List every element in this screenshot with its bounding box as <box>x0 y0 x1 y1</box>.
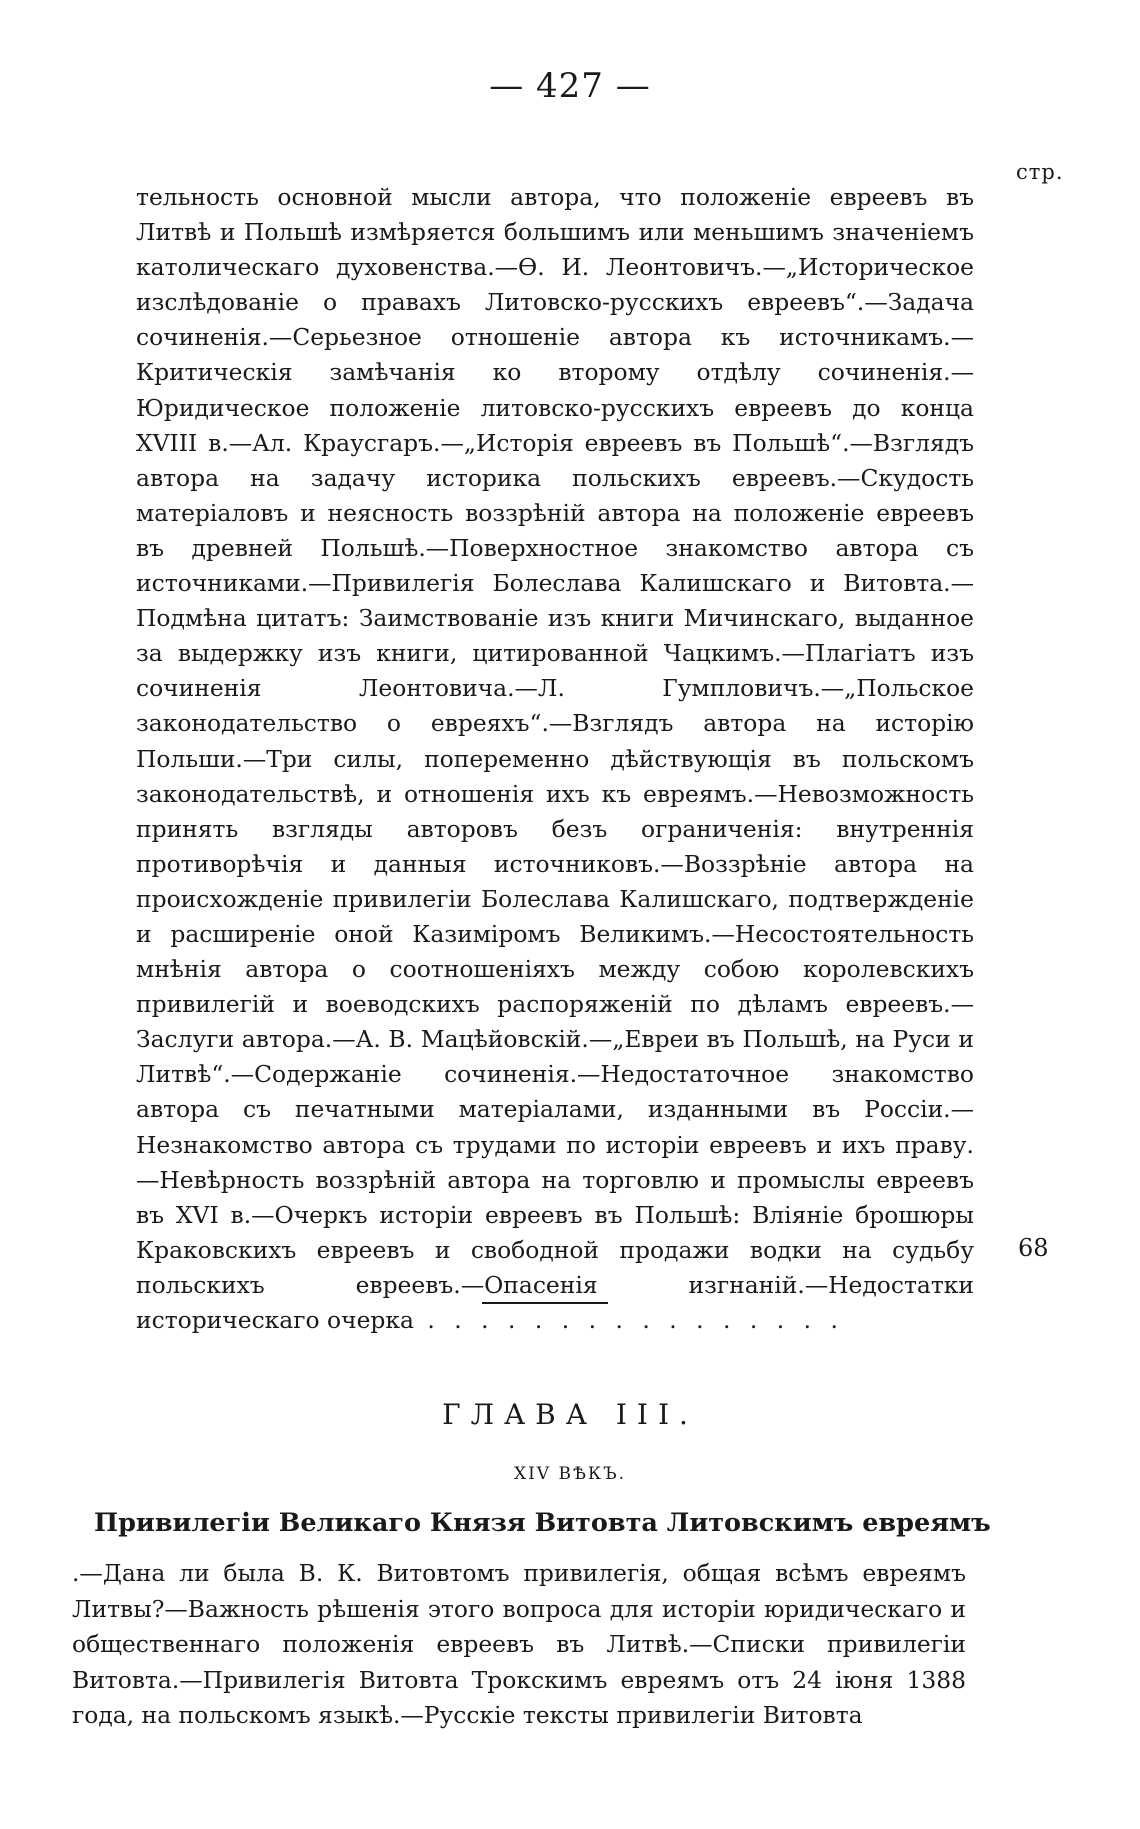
section-divider <box>482 1302 608 1304</box>
chapter-title: ГЛАВА III. <box>442 1398 698 1431</box>
toc-dot-leader: . . . . . . . . . . . . . . . . <box>413 1306 844 1334</box>
chapter-summary: .—Дана ли была В. К. Витовтомъ привилегія, общая всѣмъ евреямъ Литвы?—Важность рѣшенія этого вопроса для исторіи юридическаго и общественнаго положенія евреевъ въ Литвѣ.—Списки привилегіи Витовта.—Привилегія Витовта Трокскимъ евреямъ отъ 24 іюня 1388 года, на польскомъ языкѣ.—Русскіе тексты привилегіи Витовта <box>72 1559 966 1729</box>
page-column-label: стр. <box>1016 160 1064 184</box>
toc-entry-text <box>136 180 974 1338</box>
toc-page-ref: 68 <box>1018 1234 1049 1262</box>
toc-entry-body: тельность основной мысли автора, что положеніе евреевъ въ Литвѣ и Польшѣ измѣряется большимъ или меньшимъ значеніемъ католическаго духовенства.—Ѳ. И. Леонтовичъ.—„Историческое изслѣдованіе о правахъ Литовско-русскихъ евреевъ“.—Задача сочиненія.—Серьезное отношеніе автора къ источникамъ.—Критическія замѣчанія ко второму отдѣлу сочиненія.—Юридическое положеніе литовско-русскихъ евреевъ до конца XVIII в.—Ал. Краусгаръ.—„Исторія евреевъ въ Польшѣ“.—Взглядъ автора на задачу историка польскихъ евреевъ.—Скудость матеріаловъ и неясность воззрѣній автора на положеніе евреевъ въ древней Польшѣ.—Поверхностное знакомство автора съ источниками.—Привилегія Болеслава Калишскаго и Витовта.—Подмѣна цитатъ: Заимствованіе изъ книги Мичинскаго, выданное за выдержку изъ книги, цитированной Чацкимъ.—Плагіатъ изъ сочиненія Леонтовича.—Л. Гумпловичъ.—„Польское законодательство о евреяхъ“.—Взглядъ автора на исторію Польши.—Три силы, попеременно дѣйствующія въ польскомъ законодательствѣ, и отношенія ихъ къ евреямъ.—Невозможность принять взгляды авторовъ безъ ограниченія: внутреннія противорѣчія и данныя источниковъ.—Воззрѣніе автора на происхожденіе привилегіи Болеслава Калишскаго, подтвержденіе и расширеніе оной Казиміромъ Великимъ.—Несостоятельность мнѣнія автора о соотношеніяхъ между собою королевскихъ привилегій и воеводскихъ распоряженій по дѣламъ евреевъ.—Заслуги автора.—А. В. Мацѣйовскій.—„Евреи въ Польшѣ, на Руси и Литвѣ“.—Содержаніе сочиненія.—Недостаточное знакомство автора съ печатными матеріалами, изданными въ Россіи.—Незнакомство автора съ трудами по исторіи евреевъ и ихъ праву.—Невѣрность воззрѣній автора на торговлю и промыслы евреевъ въ XVI в.—Очеркъ исторіи евреевъ въ Польшѣ: Вліяніе брошюры Краковскихъ евреевъ и свободной продажи водки на судьбу польскихъ евреевъ.—Опасенія изгнаній.—Недостатки историческаго очерка <box>136 183 974 1334</box>
chapter-century: XIV ВѢКЪ. <box>513 1464 626 1484</box>
chapter-heading: Привилегіи Великаго Князя Витовта Литовскимъ евреямъ <box>94 1508 991 1538</box>
page-number: — 427 — <box>489 66 651 106</box>
